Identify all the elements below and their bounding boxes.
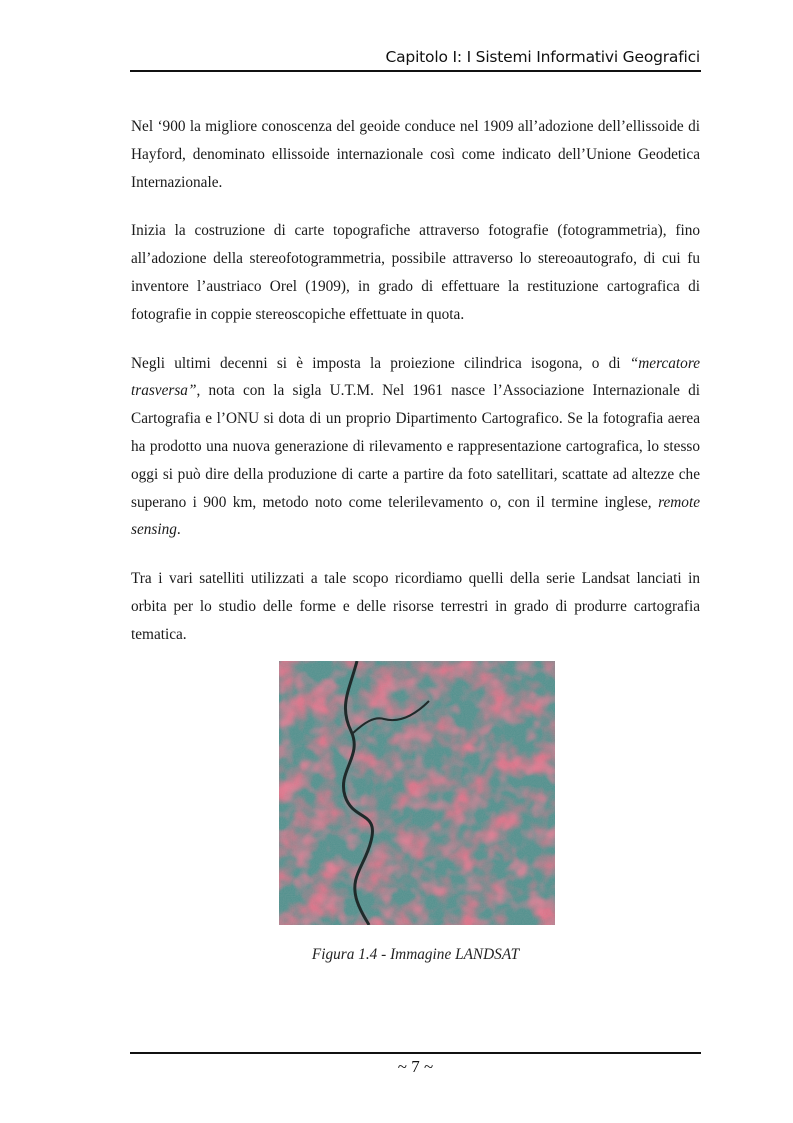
paragraph-3-part-1: Negli ultimi decenni si è imposta la proiezione cilindrica isogona, o di <box>131 354 630 372</box>
paragraph-2: Inizia la costruzione di carte topografiche attraverso fotografie (fotogrammetria), fino all’adozione della stereofotogrammetria, possibile attraverso lo stereoautografo, di cui fu inventore l’austriaco Orel (1909), in grado di effettuare la restituzione cartografica di fotografie in coppie stereoscopiche effettuate in quota. <box>131 222 700 323</box>
body-text <box>131 113 700 670</box>
texture-grain <box>279 661 555 925</box>
header-rule <box>130 70 701 72</box>
footer-rule <box>130 1052 701 1054</box>
paragraph-4: Tra i vari satelliti utilizzati a tale scopo ricordiamo quelli della serie Landsat lanciati in orbita per lo studio delle forme e delle risorse terrestri in grado di produrre cartografia tematica. <box>131 570 700 643</box>
paragraph-3-part-2: , nota con la sigla U.T.M. Nel 1961 nasce l’Associazione Internazionale di Cartografia e l’ONU si dota di un proprio Dipartimento Cartografico. Se la fotografia aerea ha prodotto una nuova generazione di rilevamento e rappresentazione cartografica, lo stesso oggi si può dire della produzione di carte a partire da foto satellitari, scattate ad altezze che superano i 900 km, metodo noto come telerilevamento o, con il termine inglese, <box>131 382 700 511</box>
running-header: Capitolo I: I Sistemi Informativi Geografici <box>385 48 700 66</box>
term-mercatore-trasversa: “mercatore trasversa” <box>131 354 700 400</box>
paragraph-1: Nel ‘900 la migliore conoscenza del geoide conduce nel 1909 all’adozione dell’ellissoide di Hayford, denominato ellissoide internazionale così come indicato dell’Unione Geodetica Internazionale. <box>131 118 700 191</box>
landsat-figure <box>279 661 555 925</box>
paragraph-3 <box>131 350 700 545</box>
page-number: ~ 7 ~ <box>397 1057 434 1076</box>
paragraph-3-part-3: . <box>176 521 181 539</box>
term-remote-sensing: remote sensing <box>131 493 700 539</box>
figure-caption: Figura 1.4 - Immagine LANDSAT <box>311 946 520 963</box>
landsat-satellite-image <box>279 661 555 925</box>
